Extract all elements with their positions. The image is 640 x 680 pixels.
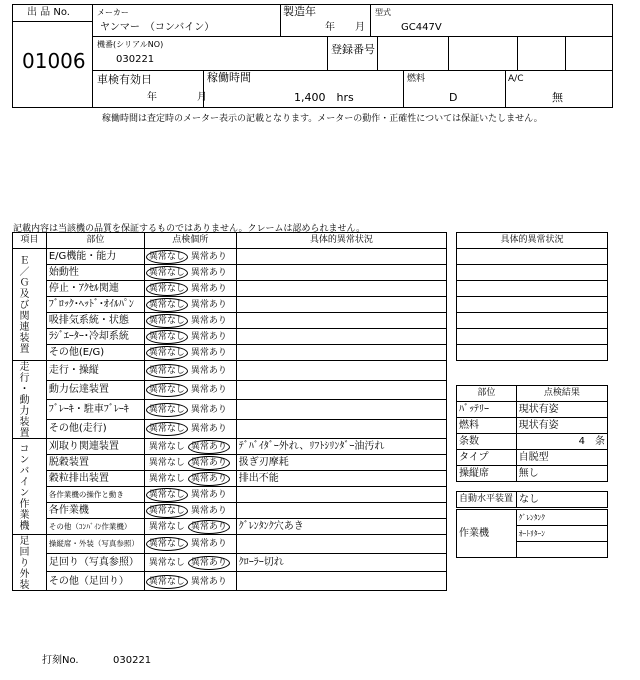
side-row (457, 281, 608, 297)
status-cell (144, 487, 236, 503)
detail-cell (236, 419, 446, 439)
table-row (13, 487, 447, 503)
status-abnormal[interactable]: 異常あり (190, 506, 227, 516)
side-row (457, 265, 608, 281)
detail-cell (236, 535, 446, 554)
maker-label: メーカー (97, 8, 129, 17)
status-cell (144, 345, 236, 361)
section-label (13, 439, 47, 535)
side-detail-table (456, 232, 608, 361)
status-abnormal[interactable]: 異常あり (190, 348, 227, 358)
results-row (457, 450, 608, 466)
status-normal[interactable]: 異常なし (148, 474, 185, 484)
status-normal[interactable]: 異常なし (146, 282, 188, 296)
result-part: 燃料 (457, 418, 517, 434)
status-normal[interactable]: 異常なし (146, 575, 188, 589)
results-row (457, 418, 608, 434)
status-cell (144, 265, 236, 281)
part-name: 動力伝達装置 (46, 380, 144, 400)
status-abnormal[interactable]: 異常あり (188, 456, 230, 470)
side-row (457, 249, 608, 265)
table-row (13, 455, 447, 471)
status-abnormal[interactable]: 異常あり (188, 520, 230, 534)
results-row (457, 434, 608, 450)
part-name: 脱穀装置 (46, 455, 144, 471)
result-part: ﾊﾞｯﾃﾘｰ (457, 402, 517, 418)
status-normal[interactable]: 異常なし (146, 250, 188, 264)
part-name: 走行・操縦 (46, 361, 144, 381)
table-header: 具体的異常状況 (236, 233, 446, 249)
item-no: 01006 (22, 49, 86, 73)
part-name: 各作業機の操作と動き (46, 487, 144, 503)
work-item (516, 542, 607, 558)
fuel-label: 燃料 (407, 74, 426, 84)
part-name: ﾌﾞﾛｯｸ･ﾍｯﾄﾞ･ｵｲﾙﾊﾟﾝ (46, 297, 144, 313)
detail-cell (236, 400, 446, 420)
part-name: 刈取り関連装置 (46, 439, 144, 455)
detail-cell: ｸﾞﾚﾝﾀﾝｸ穴あき (236, 519, 446, 535)
work-item: ｵｰﾄﾘﾀｰﾝ (516, 526, 607, 542)
table-row (13, 345, 447, 361)
side-detail-header: 具体的異常状況 (457, 233, 608, 249)
table-row (13, 471, 447, 487)
detail-cell (236, 281, 446, 297)
detail-cell (236, 503, 446, 519)
table-row (13, 519, 447, 535)
status-abnormal[interactable]: 異常あり (190, 332, 227, 342)
detail-cell (236, 345, 446, 361)
extra-table (456, 491, 608, 508)
table-row (13, 572, 447, 591)
result-part: タイプ (457, 450, 517, 466)
hours-label: 稼働時間 (207, 71, 251, 84)
side-cell (457, 281, 608, 297)
results-header: 点検結果 (516, 386, 607, 402)
status-normal[interactable]: 異常なし (146, 266, 188, 280)
maker: ヤンマー （コンバイン） (100, 22, 215, 33)
hours: 1,400 hrs (294, 91, 354, 104)
status-cell (144, 297, 236, 313)
status-cell (144, 249, 236, 265)
side-row (457, 345, 608, 361)
status-cell (144, 313, 236, 329)
part-name: 停止・ｱｸｾﾙ関連 (46, 281, 144, 297)
table-row (13, 419, 447, 439)
result-value: 4 条 (516, 434, 607, 450)
inspection-label: 車検有効日 (97, 73, 152, 86)
side-cell (457, 345, 608, 361)
results-table (456, 385, 608, 482)
status-abnormal[interactable]: 異常あり (190, 539, 227, 550)
side-cell (457, 265, 608, 281)
ac: 無 (552, 91, 563, 104)
status-cell (144, 503, 236, 519)
status-abnormal[interactable]: 異常あり (190, 424, 227, 435)
section-label (13, 249, 47, 361)
part-name: E/G機能・能力 (46, 249, 144, 265)
detail-cell: 扱ぎ刃摩耗 (236, 455, 446, 471)
work-row (457, 510, 608, 526)
detail-cell: ﾃﾞﾊﾞｲﾀﾞｰ外れ、ﾘﾌﾄｼﾘﾝﾀﾞｰ油汚れ (236, 439, 446, 455)
status-cell (144, 361, 236, 381)
result-value: 無し (516, 466, 607, 482)
side-cell (457, 329, 608, 345)
status-normal[interactable]: 異常なし (148, 522, 185, 532)
status-abnormal[interactable]: 異常あり (190, 268, 227, 278)
status-normal[interactable]: 異常なし (146, 403, 188, 417)
side-row (457, 329, 608, 345)
auto-level-label: 自動水平装置 (457, 492, 517, 508)
detail-cell: 排出不能 (236, 471, 446, 487)
status-cell (144, 400, 236, 420)
status-cell (144, 329, 236, 345)
status-abnormal[interactable]: 異常あり (190, 252, 227, 262)
table-row (13, 553, 447, 572)
quality-note: 記載内容は当該機の品質を保証するものではありません。クレームは認められません。 (13, 224, 366, 234)
status-abnormal[interactable]: 異常あり (190, 365, 227, 376)
results-row (457, 402, 608, 418)
side-cell (457, 297, 608, 313)
result-value: 現状有姿 (516, 402, 607, 418)
status-abnormal[interactable]: 異常あり (190, 404, 227, 415)
work-item: ｸﾞﾚﾝﾀﾝｸ (516, 510, 607, 526)
status-normal[interactable]: 異常なし (148, 442, 185, 452)
section-label (13, 361, 47, 439)
status-abnormal[interactable]: 異常あり (190, 385, 227, 396)
table-row (13, 400, 447, 420)
table-row (13, 313, 447, 329)
status-abnormal[interactable]: 異常あり (190, 490, 227, 500)
detail-cell (236, 329, 446, 345)
year-label: 製造年 (283, 5, 316, 18)
status-normal[interactable]: 異常なし (146, 314, 188, 328)
model-label: 型式 (375, 8, 391, 17)
status-cell (144, 281, 236, 297)
part-name: 各作業機 (46, 503, 144, 519)
model: GC447V (401, 22, 442, 33)
item-no-label: 出 品 No. (27, 7, 70, 18)
serial-label: 機番(シリアルNO) (97, 40, 164, 49)
status-normal[interactable]: 異常なし (146, 504, 188, 518)
status-normal[interactable]: 異常なし (148, 458, 185, 468)
status-normal[interactable]: 異常なし (146, 298, 188, 312)
section-name: Ｅ／Ｇ及び関連装置 (17, 255, 28, 354)
status-cell (144, 519, 236, 535)
detail-cell (236, 361, 446, 381)
part-name: 吸排気系統・状態 (46, 313, 144, 329)
status-cell (144, 553, 236, 572)
work-table (456, 509, 608, 558)
side-row (457, 297, 608, 313)
part-name: 始動性 (46, 265, 144, 281)
status-abnormal[interactable]: 異常あり (190, 300, 227, 310)
detail-cell: ｸﾛｰﾗｰ切れ (236, 553, 446, 572)
table-header: 項目 (13, 233, 47, 249)
status-cell (144, 439, 236, 455)
table-row (13, 281, 447, 297)
part-name: 操縦席・外装（写真参照） (46, 535, 144, 554)
side-cell (457, 249, 608, 265)
result-value: 自脱型 (516, 450, 607, 466)
status-normal[interactable]: 異常なし (146, 422, 188, 436)
status-normal[interactable]: 異常なし (146, 537, 188, 551)
section-label (13, 535, 47, 591)
status-abnormal[interactable]: 異常あり (190, 316, 227, 326)
result-part: 操縦席 (457, 466, 517, 482)
hours-note: 稼働時間は査定時のメーター表示の記載となります。メーターの動作・正確性については保証いたしません。 (102, 114, 543, 124)
section-name: 走行・動力装置 (17, 361, 28, 438)
result-value: 現状有姿 (516, 418, 607, 434)
table-row (13, 503, 447, 519)
detail-cell (236, 572, 446, 591)
part-name: 足回り（写真参照） (46, 553, 144, 572)
table-header: 部位 (46, 233, 144, 249)
side-cell (457, 313, 608, 329)
stamp-value: 030221 (113, 655, 152, 666)
year-suffix: 年 月 (325, 22, 365, 33)
registration-label: 登録番号 (331, 43, 375, 56)
section-name: コンバイン作業機 (17, 442, 28, 531)
status-cell (144, 572, 236, 591)
part-name: ﾌﾞﾚｰｷ・駐車ﾌﾞﾚｰｷ (46, 400, 144, 420)
stamp-label: 打刻No. (42, 655, 79, 666)
status-abnormal[interactable]: 異常あり (188, 440, 230, 454)
auto-level: なし (516, 492, 607, 508)
part-name: その他(E/G) (46, 345, 144, 361)
detail-cell (236, 297, 446, 313)
table-header: 点検個所 (144, 233, 236, 249)
table-row (13, 380, 447, 400)
side-row (457, 313, 608, 329)
status-cell (144, 419, 236, 439)
result-part: 条数 (457, 434, 517, 450)
table-row (13, 361, 447, 381)
part-name: その他（足回り） (46, 572, 144, 591)
status-cell (144, 471, 236, 487)
fuel: D (449, 91, 458, 104)
results-row (457, 466, 608, 482)
inspection-suffix: 年 月 (147, 92, 207, 103)
work-label: 作業機 (457, 510, 517, 558)
detail-cell (236, 249, 446, 265)
section-name: 足回り外装 (17, 535, 28, 590)
table-row (13, 265, 447, 281)
status-normal[interactable]: 異常なし (148, 557, 185, 568)
status-normal[interactable]: 異常なし (146, 346, 188, 360)
table-row (13, 297, 447, 313)
serial: 030221 (116, 54, 155, 65)
status-cell (144, 455, 236, 471)
status-normal[interactable]: 異常なし (146, 488, 188, 502)
table-row (13, 329, 447, 345)
inspection-table (12, 232, 447, 591)
ac-label: A/C (508, 74, 524, 84)
part-name: 穀粒排出装置 (46, 471, 144, 487)
table-row (13, 535, 447, 554)
status-abnormal[interactable]: 異常あり (188, 556, 230, 570)
part-name: その他（ｺﾝﾊﾞｲﾝ作業機） (46, 519, 144, 535)
status-cell (144, 535, 236, 554)
results-header: 部位 (457, 386, 517, 402)
status-normal[interactable]: 異常なし (146, 330, 188, 344)
status-abnormal[interactable]: 異常あり (188, 472, 230, 486)
status-cell (144, 380, 236, 400)
detail-cell (236, 313, 446, 329)
status-normal[interactable]: 異常なし (146, 364, 188, 378)
table-row (13, 249, 447, 265)
status-normal[interactable]: 異常なし (146, 383, 188, 397)
part-name: その他(走行) (46, 419, 144, 439)
detail-cell (236, 265, 446, 281)
status-abnormal[interactable]: 異常あり (190, 576, 227, 587)
table-row (13, 439, 447, 455)
detail-cell (236, 487, 446, 503)
status-abnormal[interactable]: 異常あり (190, 284, 227, 294)
part-name: ﾗｼﾞｴｰﾀｰ･冷却系統 (46, 329, 144, 345)
detail-cell (236, 380, 446, 400)
